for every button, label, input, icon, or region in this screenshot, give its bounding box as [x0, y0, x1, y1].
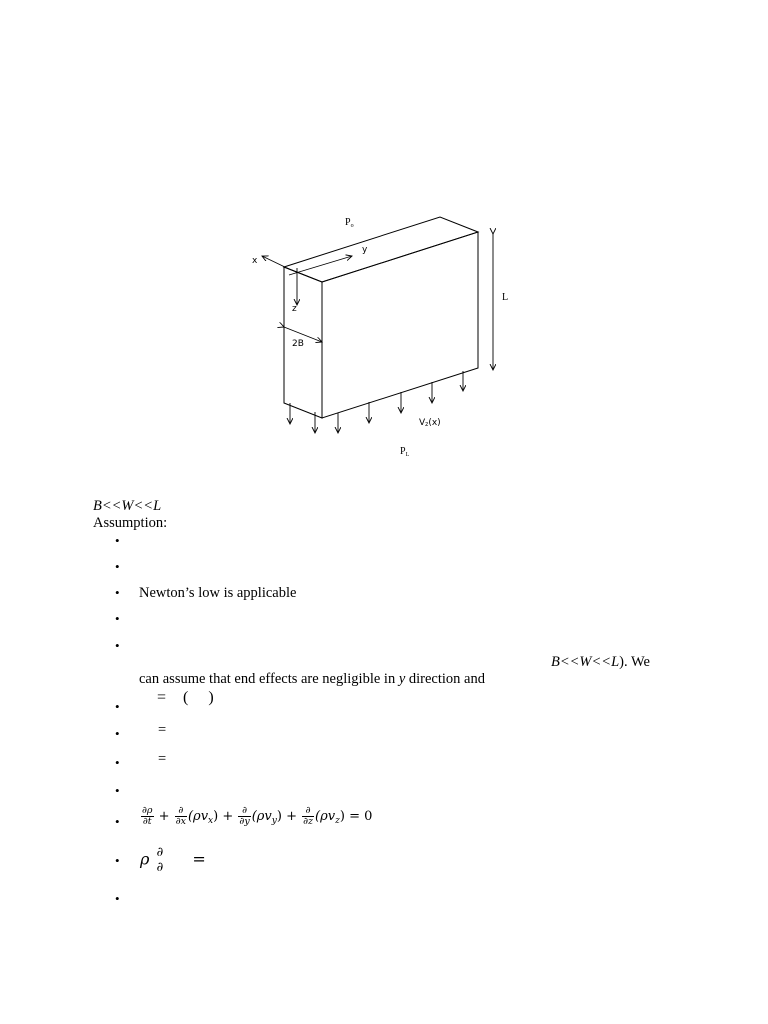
- equation-3: =: [158, 751, 167, 767]
- bullet-6: •: [115, 699, 120, 714]
- thickness-label: 2B: [292, 339, 304, 349]
- bullet-1: •: [115, 533, 120, 548]
- bullet-12: •: [115, 891, 120, 906]
- bullet-8: •: [115, 755, 120, 770]
- height-label: L: [502, 292, 509, 303]
- bullet-11: •: [115, 853, 120, 868]
- bullet-3: •: [115, 585, 120, 600]
- axis-z-label: z: [292, 304, 297, 314]
- pressure-bottom-label: $P_L$: [400, 446, 410, 458]
- slab-flow-figure: [0, 0, 768, 480]
- bullet-7: •: [115, 726, 120, 741]
- slab-outline: [284, 217, 478, 418]
- equation-1: = ( ): [157, 689, 214, 706]
- axis-y-label: y: [362, 245, 368, 255]
- velocity-label: Vz(x): [419, 418, 441, 428]
- bullet-4: •: [115, 611, 120, 626]
- bullet-5: •: [115, 638, 120, 653]
- bullet-10: •: [115, 814, 120, 829]
- newton-assumption: Newton’s low is applicable: [139, 585, 297, 601]
- end-effects-statement: can assume that end effects are negligible in y direction and: [139, 671, 485, 687]
- equation-2: =: [158, 722, 167, 738]
- bullet-2: •: [115, 559, 120, 574]
- condition-repeat: B<<W<<L). We: [551, 654, 650, 670]
- coordinate-axes: [262, 256, 352, 305]
- condition-statement: B<<W<<L: [93, 498, 162, 514]
- assumption-heading: Assumption:: [93, 515, 168, 531]
- axis-x-label: x: [252, 256, 258, 266]
- momentum-equation: ρ ∂ ∂ =: [140, 845, 206, 875]
- continuity-equation: $\frac{\partial\rho}{\partial t}$ + $\frac{\partial}{\partial x}$ $(\rho v_x)$ + $\frac{\partial}{\partial y}$ $(\rho v_y)$ + $\frac{\partial}{\partial z}$ $(\rho v_z) = 0$: [142, 805, 373, 827]
- pressure-top-label: $P_o$: [345, 217, 354, 229]
- bullet-9: •: [115, 783, 120, 798]
